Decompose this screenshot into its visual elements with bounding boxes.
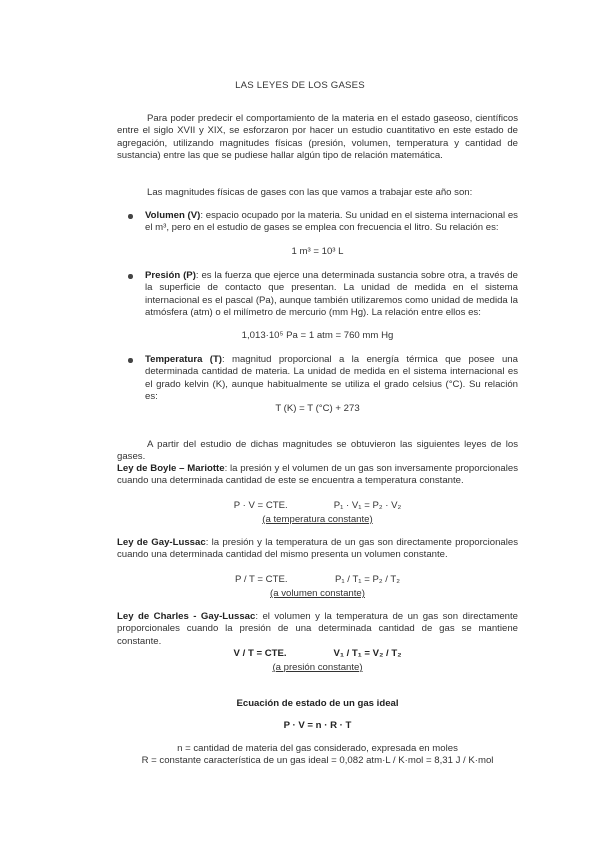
relation-temperatura: T (K) = T (°C) + 273 (275, 403, 360, 414)
law-equation (117, 500, 518, 512)
equation-right: P₁ · V₁ = P₂ · V₂ (333, 500, 402, 511)
page-title: LAS LEYES DE LOS GASES (235, 80, 365, 91)
magnitude-term: Temperatura (T) (145, 354, 222, 365)
law-condition: (a presión constante) (272, 662, 363, 673)
magnitude-text: : magnitud proporcional a la energía térmica que posee una determinada cantidad de materia. La unidad de medida en el sistema internacional es el grado kelvin (K), aunque habitualmente se utiliza el grado celsius (°C). Su relación es: (145, 354, 518, 403)
law-name: Ley de Gay-Lussac (117, 537, 206, 548)
law-equation (117, 574, 518, 586)
equation-right: V₁ / T₁ = V₂ / T₂ (333, 648, 402, 659)
relation-presion: 1,013·10⁵ Pa = 1 atm = 760 mm Hg (241, 330, 394, 341)
law-text: : la presión y el volumen de un gas son inversamente proporcionales cuando una determinada cantidad de este se encuentra a temperatura constante. (117, 463, 518, 487)
law-text: : la presión y la temperatura de un gas son directamente proporcionales cuando una determinada cantidad del mismo presenta un volumen constante. (117, 537, 519, 561)
magnitude-temperatura (145, 354, 518, 404)
bullet-icon (128, 358, 133, 363)
bullet-icon (128, 274, 133, 279)
law-text: : el volumen y la temperatura de un gas son directamente proporcionales cuando la presión de una determinada cantidad de gas se mantiene constante. (117, 611, 518, 647)
ideal-gas-r-definition: R = constante característica de un gas ideal = 0,082 atm·L / K·mol = 8,31 J / K·mol (141, 755, 494, 766)
ideal-gas-n-definition: n = cantidad de materia del gas considerado, expresada en moles (177, 743, 458, 754)
law-name: Ley de Charles - Gay-Lussac (117, 611, 256, 622)
magnitude-text: : espacio ocupado por la materia. Su unidad en el sistema internacional es el m³, pero en el estudio de gases se emplea con frecuencia el litro. Su relación es: (145, 210, 518, 234)
equation-left: P · V = CTE. (233, 500, 288, 511)
bullet-icon (128, 214, 133, 219)
law-charles-gay-lussac (117, 611, 518, 648)
magnitude-presion (145, 270, 518, 320)
law-boyle-mariotte (117, 463, 518, 488)
magnitude-term: Presión (P) (145, 270, 196, 281)
laws-intro: A partir del estudio de dichas magnitudes se obtuvieron las siguientes leyes de los gases. (117, 439, 518, 463)
law-equation (117, 648, 518, 660)
magnitude-volumen (145, 210, 518, 235)
equation-left: V / T = CTE. (233, 648, 287, 659)
law-gay-lussac (117, 537, 518, 562)
ideal-gas-heading: Ecuación de estado de un gas ideal (236, 698, 399, 709)
equation-right: P₁ / T₁ = P₂ / T₂ (334, 574, 401, 585)
law-name: Ley de Boyle – Mariotte (117, 463, 225, 474)
magnitude-text: : es la fuerza que ejerce una determinada sustancia sobre otra, a través de la superficie de contacto que presentan. La unidad de medida en el sistema internacional es el pascal (Pa), aunque también utilizaremos como unidad de medida la atmósfera (atm) o el milímetro de mercurio (mm Hg). La relación entre ellos es: (145, 270, 518, 319)
law-condition: (a temperatura constante) (262, 514, 373, 525)
ideal-gas-equation: P · V = n · R · T (283, 720, 352, 731)
relation-volumen: 1 m³ = 10³ L (291, 246, 344, 257)
law-condition: (a volumen constante) (270, 588, 365, 599)
magnitude-term: Volumen (V) (145, 210, 201, 221)
intro-paragraph: Para poder predecir el comportamiento de la materia en el estado gaseoso, científicos entre el siglo XVII y XIX, se esforzaron por hacer un estudio cuantitativo en este estado de agregación, utilizando magnitudes físicas (presión, volumen, temperatura y cantidad de sustancia) entre las que se pudiese hallar algún tipo de relación matemática. (117, 113, 518, 162)
equation-left: P / T = CTE. (234, 574, 288, 585)
magnitudes-intro: Las magnitudes físicas de gases con las que vamos a trabajar este año son: (147, 187, 473, 198)
